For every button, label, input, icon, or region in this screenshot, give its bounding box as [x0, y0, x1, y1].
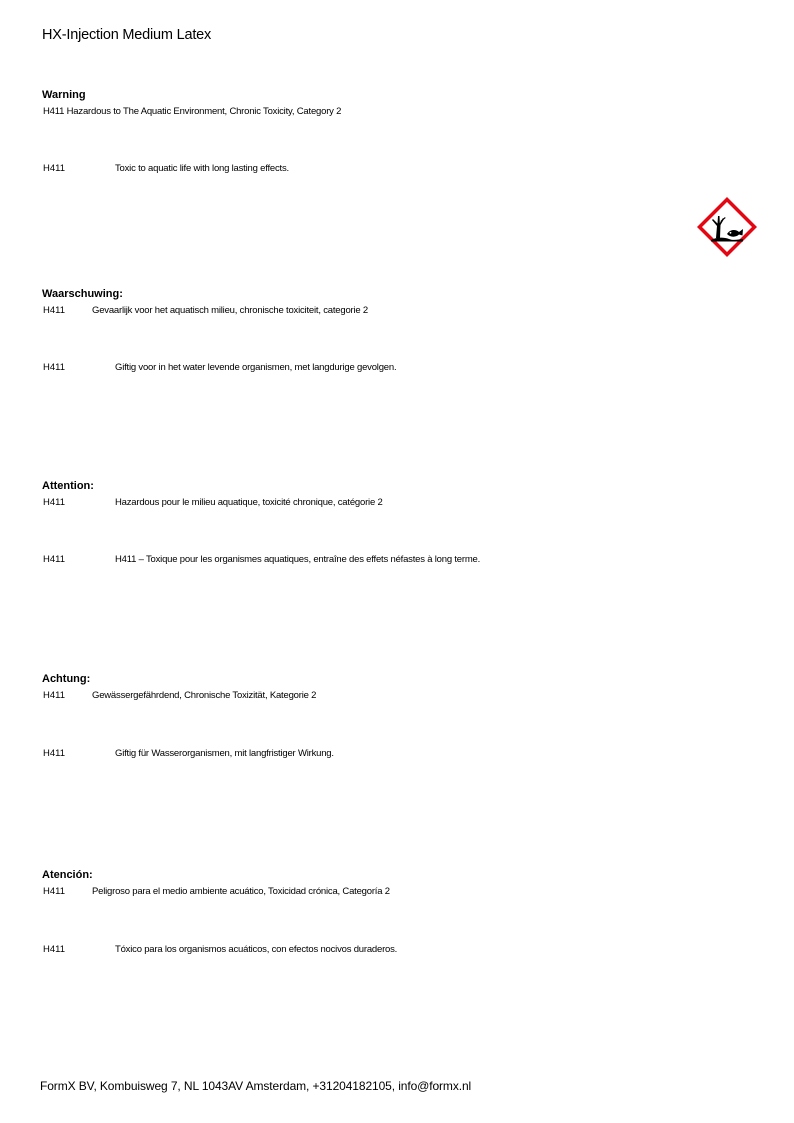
classification-code: H411	[43, 886, 66, 897]
classification-text: Gewässergefährdend, Chronische Toxizität, Kategorie 2	[92, 690, 317, 701]
ghs09-environment-icon	[696, 196, 758, 258]
document-title: HX-Injection Medium Latex	[42, 27, 212, 43]
section-heading: Attention:	[42, 480, 94, 492]
hazard-statement-text: Giftig für Wasserorganismen, mit langfristiger Wirkung.	[115, 748, 334, 759]
hazard-statement-code: H411	[43, 944, 66, 955]
classification-text: Gevaarlijk voor het aquatisch milieu, chronische toxiciteit, categorie 2	[92, 305, 369, 316]
classification-code: H411	[43, 690, 66, 701]
hazard-statement-code: H411	[43, 163, 66, 174]
section-heading: Atención:	[42, 869, 93, 881]
classification-text: Hazardous pour le milieu aquatique, toxicité chronique, catégorie 2	[115, 497, 383, 508]
classification-code: H411	[43, 497, 66, 508]
classification-text: Peligroso para el medio ambiente acuático, Toxicidad crónica, Categoría 2	[92, 886, 390, 897]
section-heading: Waarschuwing:	[42, 288, 123, 300]
section-heading: Warning	[42, 89, 86, 101]
classification-code: H411	[43, 305, 66, 316]
hazard-statement-code: H411	[43, 748, 66, 759]
hazard-statement-code: H411	[43, 554, 66, 565]
hazard-statement-text: H411 – Toxique pour les organismes aquatiques, entraîne des effets néfastes à long terme.	[115, 554, 481, 565]
hazard-statement-text: Giftig voor in het water levende organismen, met langdurige gevolgen.	[115, 362, 397, 373]
footer-contact: FormX BV, Kombuisweg 7, NL 1043AV Amsterdam, +31204182105, info@formx.nl	[40, 1079, 472, 1093]
hazard-statement-text: Toxic to aquatic life with long lasting effects.	[115, 163, 289, 174]
classification-text: H411 Hazardous to The Aquatic Environment, Chronic Toxicity, Category 2	[43, 106, 342, 117]
section-heading: Achtung:	[42, 673, 91, 685]
hazard-statement-text: Tóxico para los organismos acuáticos, con efectos nocivos duraderos.	[115, 944, 398, 955]
hazard-statement-code: H411	[43, 362, 66, 373]
